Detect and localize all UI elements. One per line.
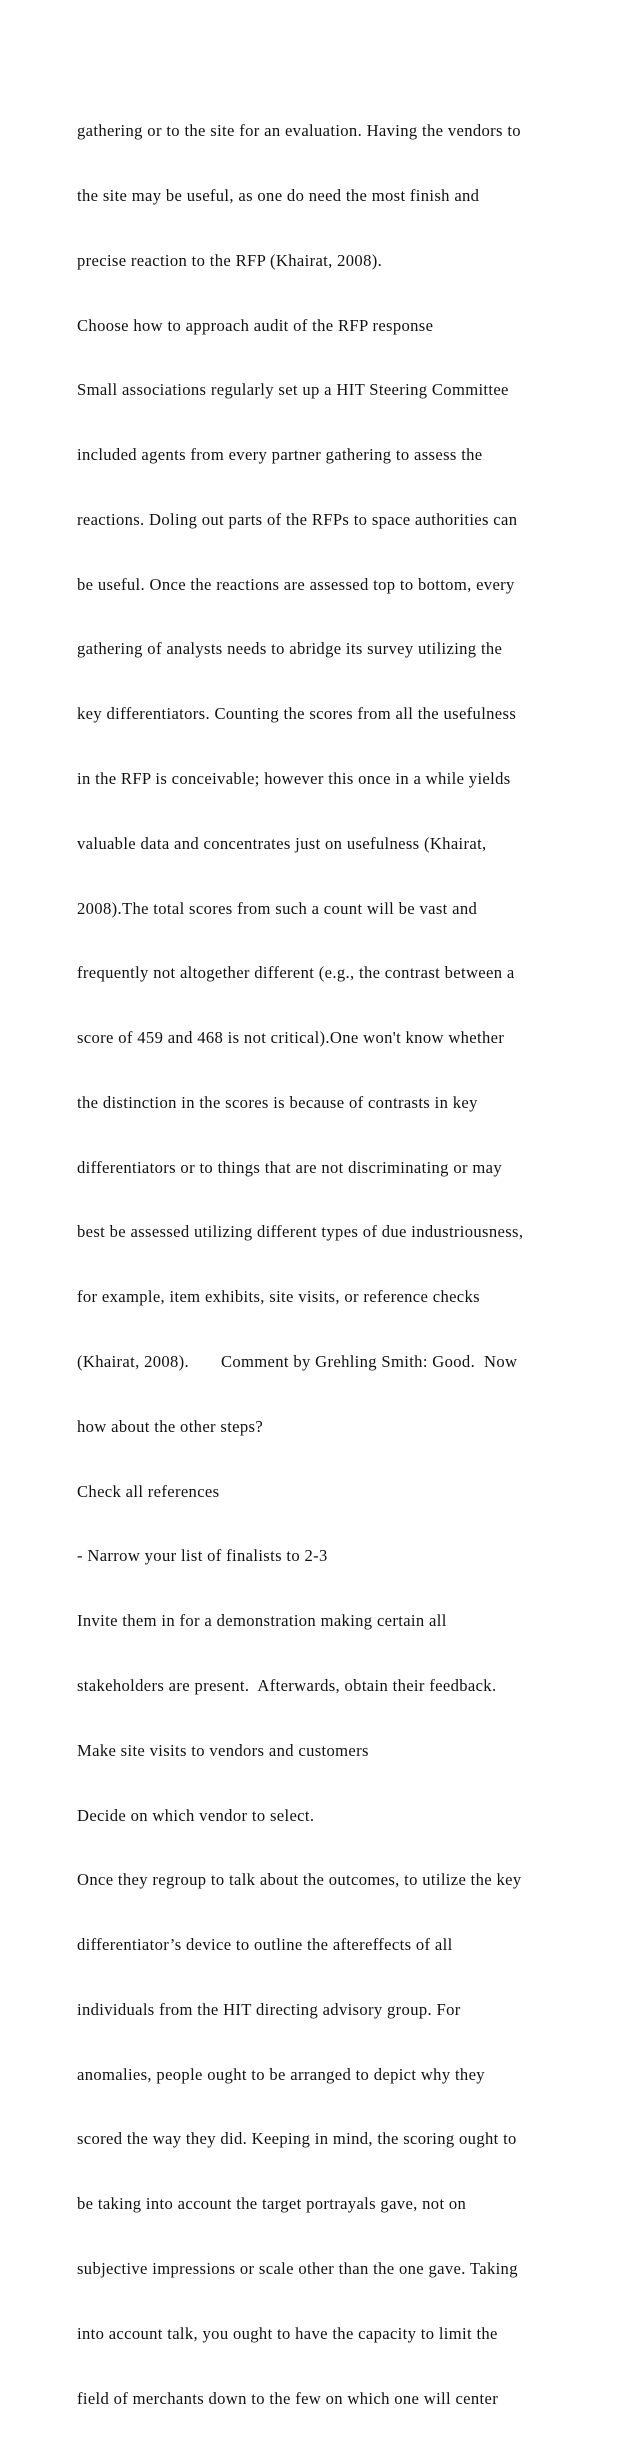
text-line: be useful. Once the reactions are assessed top to bottom, every bbox=[77, 574, 515, 594]
comment-line: (Khairat, 2008). Comment by Grehling Smith: Good. Now bbox=[77, 1352, 518, 1372]
text-line: Small associations regularly set up a HIT Steering Committee bbox=[77, 380, 509, 400]
text-line: the distinction in the scores is because of contrasts in key bbox=[77, 1092, 478, 1112]
text-line: best be assessed utilizing different types of due industriousness, bbox=[77, 1222, 524, 1242]
text-line: be taking into account the target portrayals gave, not on bbox=[77, 2194, 467, 2214]
text-line: subjective impressions or scale other than the one gave. Taking bbox=[77, 2258, 518, 2278]
text-line: gathering or to the site for an evaluation. Having the vendors to bbox=[77, 121, 521, 141]
step-item: Decide on which vendor to select. bbox=[77, 1805, 315, 1825]
text-line: Once they regroup to talk about the outcomes, to utilize the key bbox=[77, 1870, 522, 1890]
text-line: differentiators or to things that are not discriminating or may bbox=[77, 1157, 502, 1177]
text-line: for example, item exhibits, site visits, or reference checks bbox=[77, 1287, 480, 1307]
text-line: the site may be useful, as one do need the most finish and bbox=[77, 185, 480, 205]
text-line: into account talk, you ought to have the capacity to limit the bbox=[77, 2323, 498, 2343]
text-line: reactions. Doling out parts of the RFPs to space authorities can bbox=[77, 509, 518, 529]
text-line: scored the way they did. Keeping in mind, the scoring ought to bbox=[77, 2129, 517, 2149]
text-line: 2008).The total scores from such a count will be vast and bbox=[77, 898, 478, 918]
text-line: anomalies, people ought to be arranged to depict why they bbox=[77, 2064, 485, 2084]
text-line: gathering of analysts needs to abridge its survey utilizing the bbox=[77, 639, 503, 659]
text-line: precise reaction to the RFP (Khairat, 2008). bbox=[77, 250, 383, 270]
text-line: differentiator’s device to outline the aftereffects of all bbox=[77, 1935, 453, 1955]
text-line: included agents from every partner gathering to assess the bbox=[77, 445, 483, 465]
text-line: valuable data and concentrates just on usefulness (Khairat, bbox=[77, 833, 487, 853]
text-line: score of 459 and 468 is not critical).One won't know whether bbox=[77, 1028, 505, 1048]
document-body bbox=[77, 77, 607, 2452]
text-line: frequently not altogether different (e.g., the contrast between a bbox=[77, 963, 515, 983]
text-line: in the RFP is conceivable; however this once in a while yields bbox=[77, 769, 511, 788]
step-item: Invite them in for a demonstration making certain all bbox=[77, 1611, 447, 1631]
text-line: key differentiators. Counting the scores from all the usefulness bbox=[77, 704, 517, 724]
step-item: stakeholders are present. Afterwards, obtain their feedback. bbox=[77, 1675, 497, 1695]
step-item: - Narrow your list of finalists to 2-3 bbox=[77, 1546, 328, 1566]
step-item: Check all references bbox=[77, 1481, 220, 1501]
comment-line: how about the other steps? bbox=[77, 1416, 264, 1436]
step-item: Make site visits to vendors and customers bbox=[77, 1740, 369, 1760]
text-line: field of merchants down to the few on which one will center bbox=[77, 2388, 499, 2408]
section-heading: Choose how to approach audit of the RFP response bbox=[77, 315, 434, 335]
text-line: individuals from the HIT directing advisory group. For bbox=[77, 1999, 461, 2019]
